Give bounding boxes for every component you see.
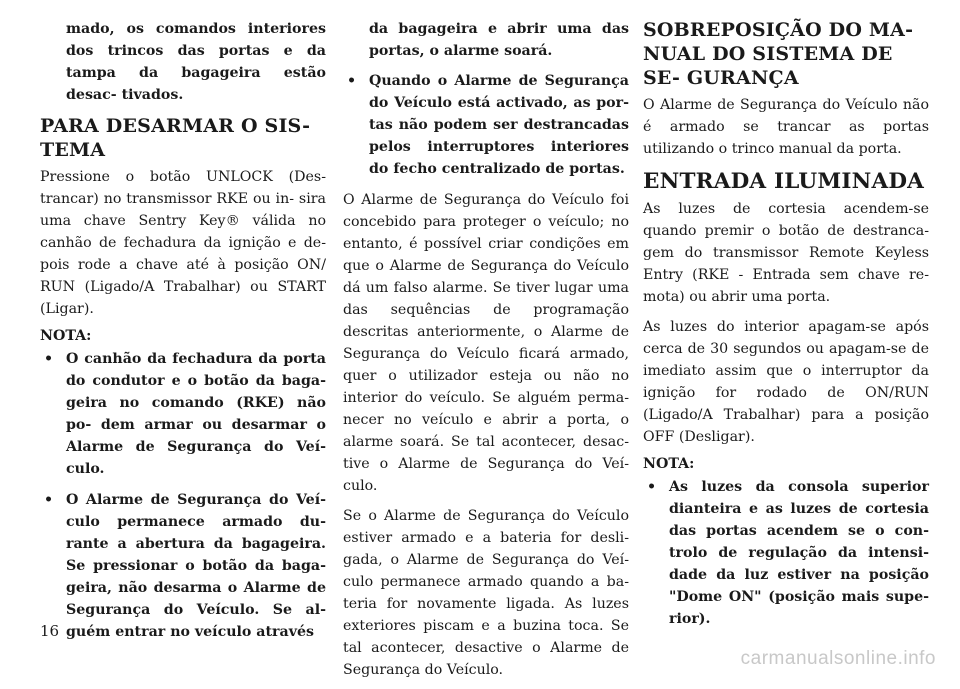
column-right bbox=[643, 18, 929, 639]
list-item bbox=[40, 348, 326, 480]
list-item bbox=[643, 476, 929, 630]
page-number: 16 bbox=[40, 622, 60, 640]
bullet-continuation: da bagageira e abrir uma das portas, o alarme soará. bbox=[369, 21, 629, 59]
bullet-icon: • bbox=[44, 492, 54, 508]
heading-override: SOBREPOSIÇÃO DO MA- NUAL DO SISTEMA DE SE- GURANÇA bbox=[643, 19, 914, 89]
column-left bbox=[40, 18, 326, 652]
note-list bbox=[40, 348, 326, 643]
paragraph-entry-2: As luzes do interior apagam-se após cerca de 30 segundos ou apagam-se de imediato assim que o interruptor da ignição for rodado de ON/RUN (Ligado/A Trabalhar) para a posição OFF (Desligar). bbox=[643, 319, 929, 445]
list-item bbox=[40, 489, 326, 643]
note-list bbox=[643, 476, 929, 630]
list-item-text: Quando o Alarme de Segurança do Veículo está activado, as por- tas não podem ser destrancadas pelos interruptores interiores do fecho centralizado de portas. bbox=[369, 73, 629, 177]
bullet-icon: • bbox=[44, 351, 54, 367]
bullet-icon: • bbox=[647, 479, 657, 495]
heading-disarm: PARA DESARMAR O SIS- TEMA bbox=[40, 115, 311, 161]
paragraph-battery: Se o Alarme de Segurança do Veículo estiver armado e a bateria for desli- gada, o Alarme de Segurança do Veí- culo permanece armado quando a ba- teria for novamente ligada. As luzes exteriores piscam e a buzina toca. Se tal acontecer, desactive o Alarme de Segurança do Veículo. bbox=[343, 508, 629, 678]
paragraph-disarm: Pressione o botão UNLOCK (Des- trancar) no transmissor RKE ou in- sira uma chave Sentry Key® válida no canhão de fechadura da ignição e de- pois rode a chave até à posição ON/ RUN (Ligado/A Trabalhar) ou START (Ligar). bbox=[40, 169, 326, 317]
paragraph-entry-1: As luzes de cortesia acendem-se quando premir o botão de destranca- gem do transmissor Remote Keyless Entry (RKE - Entrada sem chave re- mota) ou abrir uma porta. bbox=[643, 201, 929, 305]
intro-continuation: mado, os comandos interiores dos trincos das portas e da tampa da bagageira estão desac- tivados. bbox=[66, 21, 326, 103]
paragraph-override: O Alarme de Segurança do Veículo não é armado se trancar as portas utilizando o trinco manual da porta. bbox=[643, 97, 929, 157]
list-item-text: O canhão da fechadura da porta do condutor e o botão da baga- geira no comando (RKE) não po- dem armar ou desarmar o Alarme de Segurança do Veí- culo. bbox=[66, 351, 326, 477]
bullet-icon: • bbox=[347, 73, 357, 89]
heading-illuminated-entry: ENTRADA ILUMINADA bbox=[643, 169, 925, 194]
paragraph-false-alarm: O Alarme de Segurança do Veículo foi concebido para proteger o veículo; no entanto, é possível criar condições em que o Alarme de Segurança do Veículo dá um falso alarme. Se tiver lugar uma das sequências de programação descritas anteriormente, o Alarme de Segurança do Veículo ficará armado, quer o utilizador esteja ou não no interior do veículo. Se alguém perma- necer no veículo e abrir a porta, o alarme soará. Se tal acontecer, desac- tive o Alarme de Segurança do Veí- culo. bbox=[343, 192, 629, 494]
note-label: NOTA: bbox=[643, 456, 695, 472]
note-list bbox=[343, 70, 629, 180]
watermark-text[interactable]: carmanualsonline.info bbox=[740, 648, 936, 669]
list-item-text: O Alarme de Segurança do Veí- culo permanece armado du- rante a abertura da bagageira. Se pressionar o botão da baga- geira, não desarma o Alarme de Segurança do Veículo. Se al- guém entrar no veículo através bbox=[66, 492, 326, 640]
note-label: NOTA: bbox=[40, 328, 92, 344]
list-item-text: As luzes da consola superior dianteira e as luzes de cortesia das portas acendem se o con- trolo de regulação da intensi- dade da luz estiver na posição "Dome ON" (posição mais supe- rior). bbox=[669, 479, 929, 627]
column-middle bbox=[343, 18, 629, 689]
list-item bbox=[343, 70, 629, 180]
